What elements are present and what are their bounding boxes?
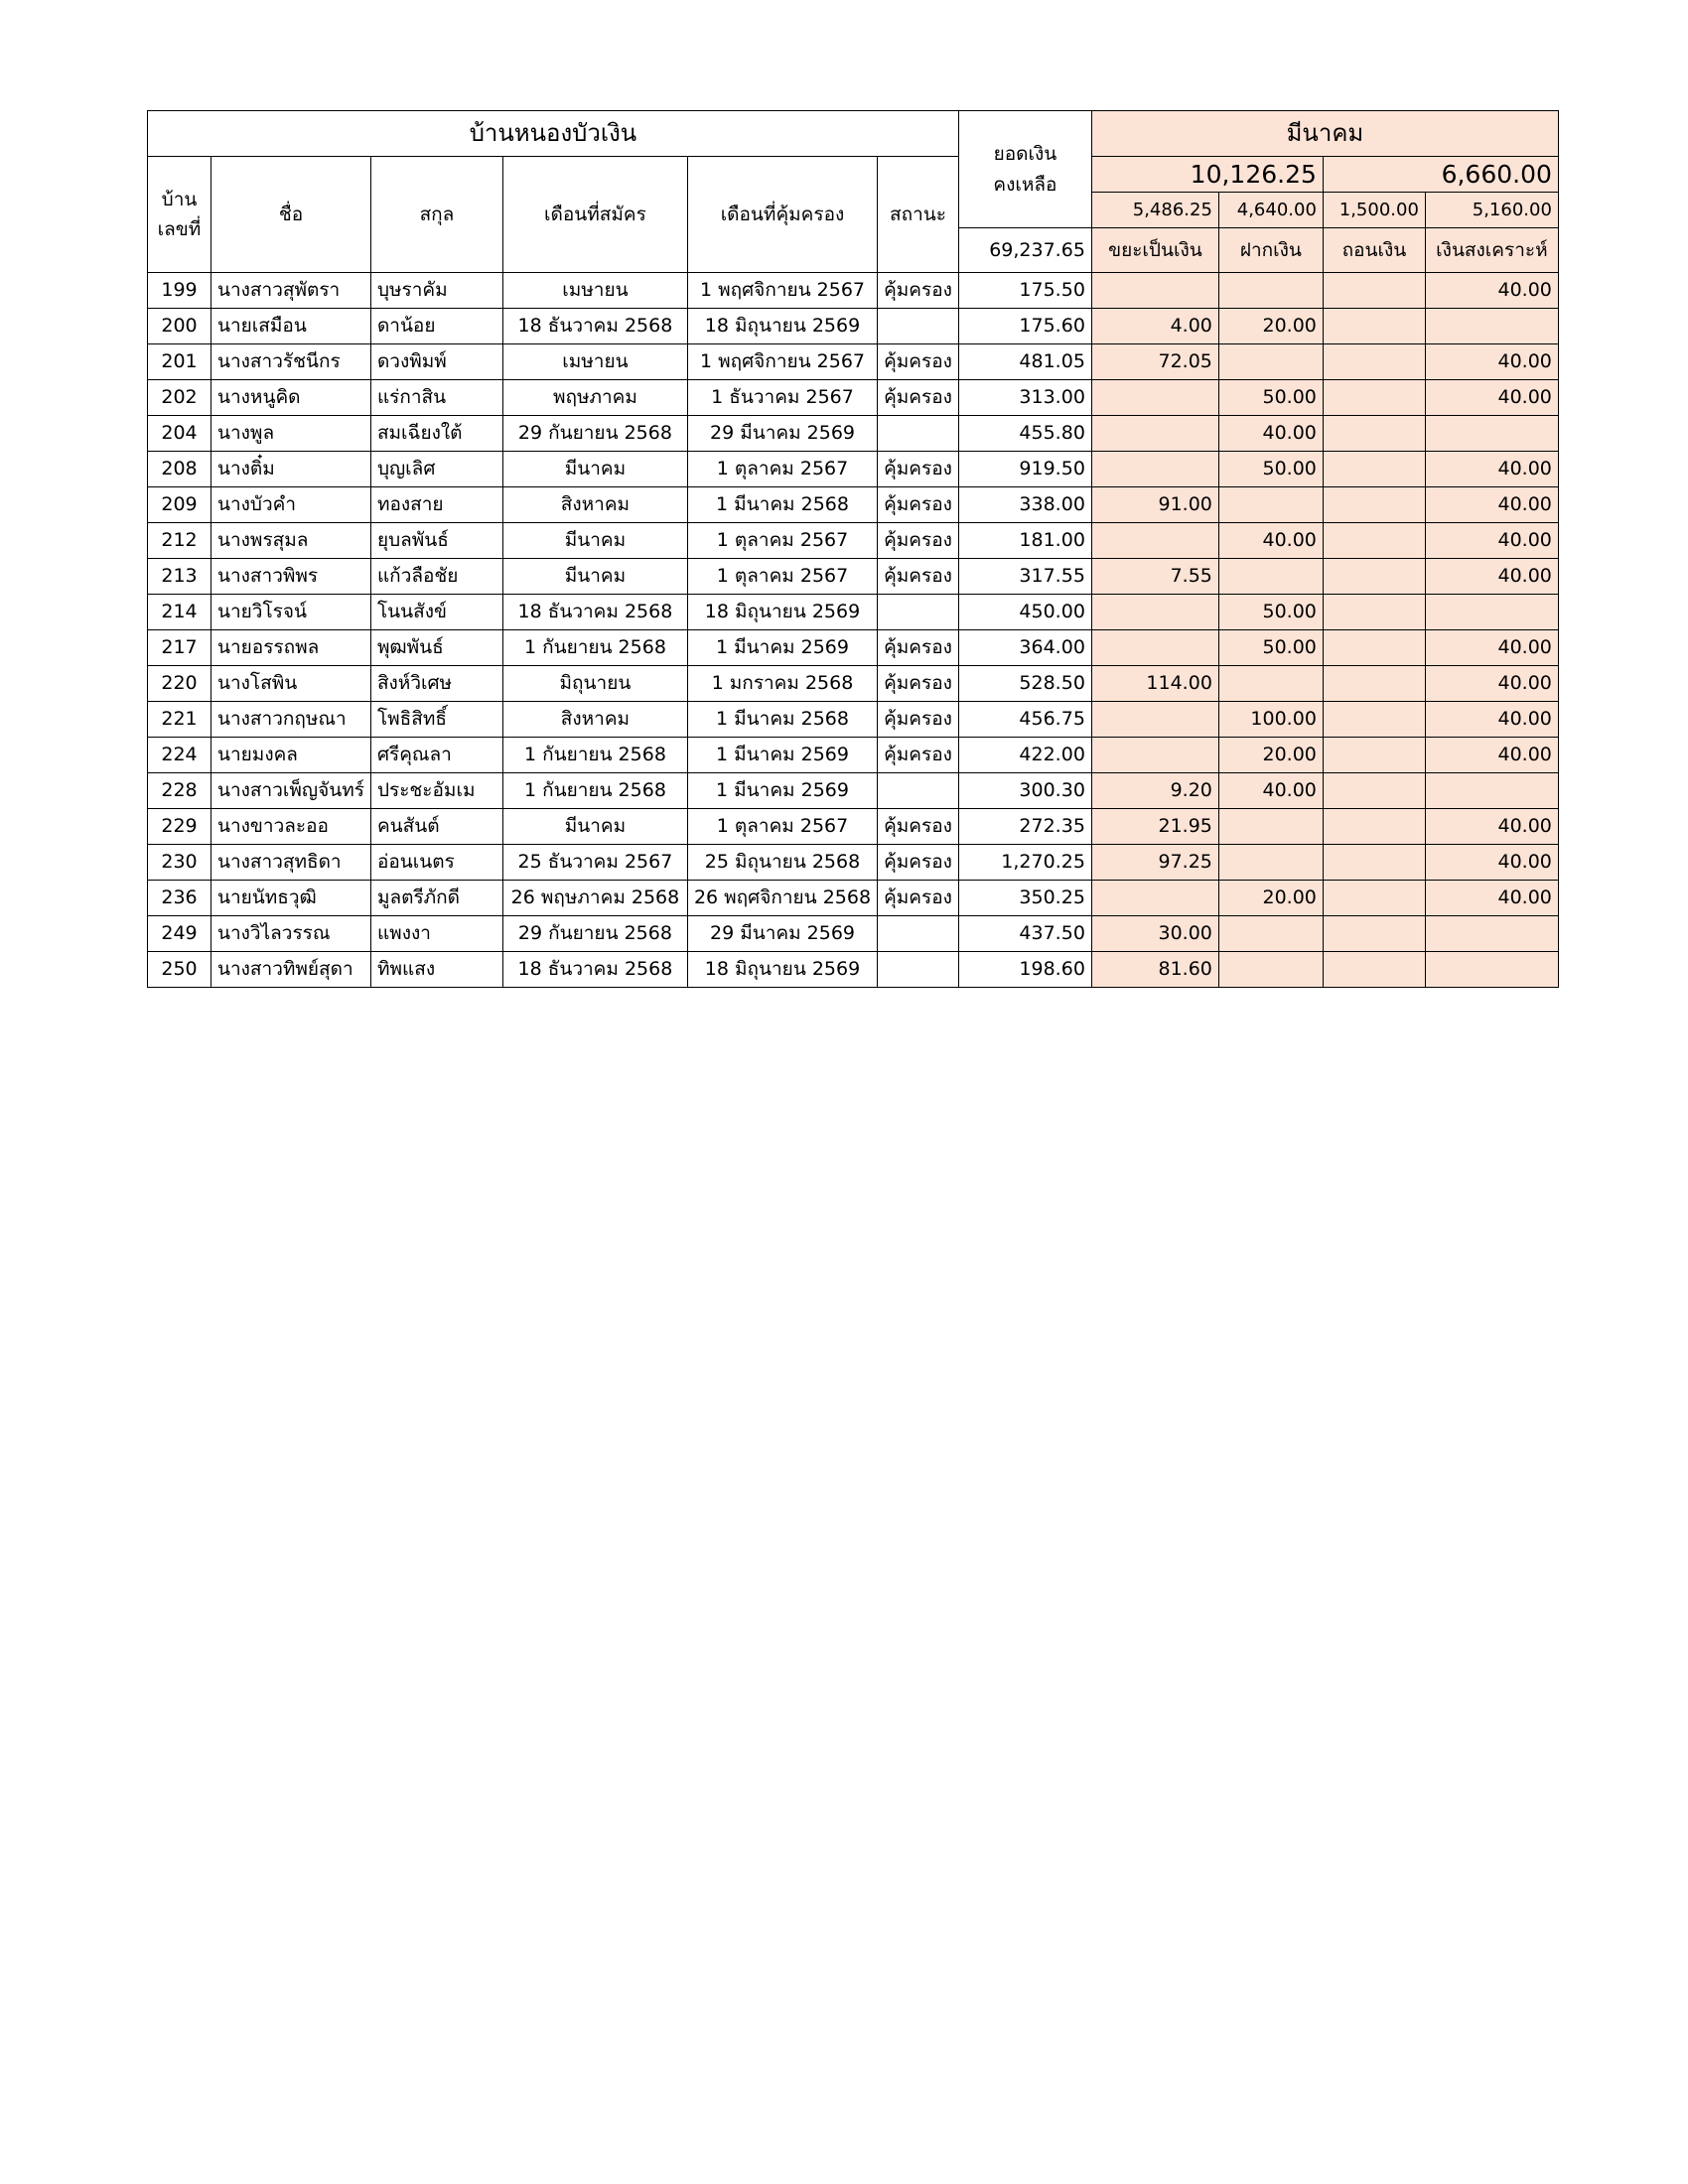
withdraw-cell (1323, 666, 1425, 702)
waste-money-cell (1091, 380, 1218, 416)
withdraw-cell (1323, 845, 1425, 881)
house-no-cell: 213 (148, 559, 211, 595)
surname-cell: พุฒพันธ์ (370, 630, 502, 666)
table-row (148, 630, 1559, 666)
status-cell: คุ้มครอง (878, 809, 959, 845)
welfare-cell: 40.00 (1425, 702, 1558, 738)
table-row (148, 666, 1559, 702)
apply-month-cell: สิงหาคม (502, 702, 687, 738)
house-no-cell: 229 (148, 809, 211, 845)
coverage-month-cell: 1 ตุลาคม 2567 (687, 452, 877, 487)
coverage-month-cell: 1 มีนาคม 2569 (687, 773, 877, 809)
table-row (148, 344, 1559, 380)
name-header: ชื่อ (211, 157, 371, 273)
house-no-cell: 236 (148, 881, 211, 916)
deposit-header: ฝากเงิน (1218, 228, 1323, 273)
house-no-label-2: เลขที่ (157, 218, 202, 240)
deposit-cell (1218, 809, 1323, 845)
col-total-withdraw: 1,500.00 (1323, 193, 1425, 228)
surname-cell: แร่กาสิน (370, 380, 502, 416)
house-no-cell: 200 (148, 309, 211, 344)
withdraw-cell (1323, 773, 1425, 809)
surname-cell: โนนสังข์ (370, 595, 502, 630)
coverage-month-cell: 18 มิถุนายน 2569 (687, 595, 877, 630)
waste-money-cell: 7.55 (1091, 559, 1218, 595)
waste-money-cell (1091, 702, 1218, 738)
withdraw-cell (1323, 595, 1425, 630)
apply-month-cell: 29 กันยายน 2568 (502, 916, 687, 952)
balance-cell: 437.50 (958, 916, 1091, 952)
surname-header: สกุล (370, 157, 502, 273)
waste-money-cell (1091, 273, 1218, 309)
status-cell: คุ้มครอง (878, 487, 959, 523)
village-title: บ้านหนองบัวเงิน (148, 111, 959, 157)
coverage-month-cell: 1 พฤศจิกายน 2567 (687, 344, 877, 380)
status-cell (878, 416, 959, 452)
house-no-cell: 202 (148, 380, 211, 416)
welfare-cell: 40.00 (1425, 809, 1558, 845)
deposit-cell (1218, 559, 1323, 595)
status-cell: คุ้มครอง (878, 559, 959, 595)
name-cell: นางสาวพิพร (211, 559, 371, 595)
deposit-cell (1218, 916, 1323, 952)
table-row (148, 738, 1559, 773)
surname-cell: ดาน้อย (370, 309, 502, 344)
surname-cell: โพธิสิทธิ์ (370, 702, 502, 738)
table-row (148, 523, 1559, 559)
apply-month-cell: 18 ธันวาคม 2568 (502, 952, 687, 988)
house-no-cell: 250 (148, 952, 211, 988)
surname-cell: แก้วลือชัย (370, 559, 502, 595)
withdraw-cell (1323, 738, 1425, 773)
waste-money-header: ขยะเป็นเงิน (1091, 228, 1218, 273)
house-no-cell: 230 (148, 845, 211, 881)
table-row (148, 916, 1559, 952)
table-row (148, 309, 1559, 344)
deposit-cell (1218, 273, 1323, 309)
waste-money-cell: 114.00 (1091, 666, 1218, 702)
balance-cell: 181.00 (958, 523, 1091, 559)
col-total-waste: 5,486.25 (1091, 193, 1218, 228)
status-header: สถานะ (878, 157, 959, 273)
status-cell: คุ้มครอง (878, 273, 959, 309)
savings-ledger-table (147, 110, 1559, 988)
coverage-month-header: เดือนที่คุ้มครอง (687, 157, 877, 273)
balance-cell: 450.00 (958, 595, 1091, 630)
surname-cell: สิงห์วิเศษ (370, 666, 502, 702)
name-cell: นางหนูคิด (211, 380, 371, 416)
status-cell (878, 952, 959, 988)
house-no-header (148, 157, 211, 273)
balance-cell: 300.30 (958, 773, 1091, 809)
surname-cell: ศรีคุณลา (370, 738, 502, 773)
withdraw-cell (1323, 702, 1425, 738)
status-cell (878, 916, 959, 952)
waste-money-cell: 91.00 (1091, 487, 1218, 523)
coverage-month-cell: 18 มิถุนายน 2569 (687, 309, 877, 344)
apply-month-cell: 1 กันยายน 2568 (502, 773, 687, 809)
table-row (148, 845, 1559, 881)
coverage-month-cell: 1 มีนาคม 2569 (687, 738, 877, 773)
withdraw-cell (1323, 559, 1425, 595)
welfare-cell: 40.00 (1425, 559, 1558, 595)
balance-cell: 313.00 (958, 380, 1091, 416)
table-row (148, 702, 1559, 738)
waste-money-cell: 97.25 (1091, 845, 1218, 881)
name-cell: นางพรสุมล (211, 523, 371, 559)
table-row (148, 487, 1559, 523)
status-cell: คุ้มครอง (878, 845, 959, 881)
month-header: มีนาคม (1091, 111, 1558, 157)
name-cell: นายเสมือน (211, 309, 371, 344)
table-row (148, 380, 1559, 416)
coverage-month-cell: 1 มีนาคม 2568 (687, 702, 877, 738)
balance-label-2: คงเหลือ (993, 173, 1057, 196)
status-cell (878, 773, 959, 809)
deposit-cell: 50.00 (1218, 380, 1323, 416)
surname-cell: บุษราคัม (370, 273, 502, 309)
waste-money-cell: 72.05 (1091, 344, 1218, 380)
welfare-cell: 40.00 (1425, 881, 1558, 916)
house-no-cell: 249 (148, 916, 211, 952)
balance-cell: 456.75 (958, 702, 1091, 738)
house-no-cell: 224 (148, 738, 211, 773)
apply-month-cell: 18 ธันวาคม 2568 (502, 309, 687, 344)
deposit-cell: 50.00 (1218, 452, 1323, 487)
deposit-cell: 20.00 (1218, 309, 1323, 344)
coverage-month-cell: 25 มิถุนายน 2568 (687, 845, 877, 881)
balance-total: 69,237.65 (958, 228, 1091, 273)
apply-month-cell: 29 กันยายน 2568 (502, 416, 687, 452)
withdraw-header: ถอนเงิน (1323, 228, 1425, 273)
table-row (148, 773, 1559, 809)
balance-cell: 338.00 (958, 487, 1091, 523)
house-no-cell: 209 (148, 487, 211, 523)
waste-money-cell (1091, 523, 1218, 559)
name-cell: นางสาวรัชนีกร (211, 344, 371, 380)
surname-cell: ดวงพิมพ์ (370, 344, 502, 380)
col-total-deposit: 4,640.00 (1218, 193, 1323, 228)
table-row (148, 881, 1559, 916)
apply-month-cell: มีนาคม (502, 809, 687, 845)
apply-month-cell: สิงหาคม (502, 487, 687, 523)
waste-money-cell (1091, 452, 1218, 487)
name-cell: นางพูล (211, 416, 371, 452)
surname-cell: แพงงา (370, 916, 502, 952)
welfare-cell: 40.00 (1425, 845, 1558, 881)
deposit-cell: 40.00 (1218, 523, 1323, 559)
surname-cell: อ่อนเนตร (370, 845, 502, 881)
coverage-month-cell: 1 มีนาคม 2569 (687, 630, 877, 666)
house-no-cell: 228 (148, 773, 211, 809)
coverage-month-cell: 18 มิถุนายน 2569 (687, 952, 877, 988)
apply-month-cell: 26 พฤษภาคม 2568 (502, 881, 687, 916)
withdraw-cell (1323, 952, 1425, 988)
name-cell: นางบัวคำ (211, 487, 371, 523)
house-no-cell: 220 (148, 666, 211, 702)
apply-month-cell: พฤษภาคม (502, 380, 687, 416)
withdraw-cell (1323, 523, 1425, 559)
waste-money-cell: 30.00 (1091, 916, 1218, 952)
apply-month-cell: 1 กันยายน 2568 (502, 738, 687, 773)
balance-cell: 422.00 (958, 738, 1091, 773)
group-total-1: 10,126.25 (1091, 157, 1323, 193)
deposit-cell: 40.00 (1218, 416, 1323, 452)
withdraw-cell (1323, 881, 1425, 916)
deposit-cell (1218, 344, 1323, 380)
waste-money-cell: 4.00 (1091, 309, 1218, 344)
waste-money-cell (1091, 881, 1218, 916)
waste-money-cell (1091, 595, 1218, 630)
deposit-cell (1218, 952, 1323, 988)
surname-cell: บุญเลิศ (370, 452, 502, 487)
apply-month-cell: เมษายน (502, 344, 687, 380)
apply-month-cell: 25 ธันวาคม 2567 (502, 845, 687, 881)
surname-cell: ทองสาย (370, 487, 502, 523)
coverage-month-cell: 1 ตุลาคม 2567 (687, 523, 877, 559)
table-row (148, 595, 1559, 630)
coverage-month-cell: 1 ตุลาคม 2567 (687, 559, 877, 595)
name-cell: นายวิโรจน์ (211, 595, 371, 630)
status-cell: คุ้มครอง (878, 344, 959, 380)
surname-cell: คนสันต์ (370, 809, 502, 845)
balance-cell: 364.00 (958, 630, 1091, 666)
apply-month-cell: มีนาคม (502, 452, 687, 487)
balance-header (958, 111, 1091, 228)
coverage-month-cell: 1 มีนาคม 2568 (687, 487, 877, 523)
coverage-month-cell: 1 ตุลาคม 2567 (687, 809, 877, 845)
withdraw-cell (1323, 809, 1425, 845)
withdraw-cell (1323, 452, 1425, 487)
balance-cell: 317.55 (958, 559, 1091, 595)
name-cell: นางสาวสุทธิดา (211, 845, 371, 881)
balance-cell: 455.80 (958, 416, 1091, 452)
name-cell: นางโสพิน (211, 666, 371, 702)
name-cell: นางสาวเพ็ญจันทร์ (211, 773, 371, 809)
status-cell: คุ้มครอง (878, 666, 959, 702)
apply-month-cell: 18 ธันวาคม 2568 (502, 595, 687, 630)
status-cell (878, 309, 959, 344)
house-no-cell: 214 (148, 595, 211, 630)
apply-month-cell: 1 กันยายน 2568 (502, 630, 687, 666)
balance-cell: 272.35 (958, 809, 1091, 845)
apply-month-header: เดือนที่สมัคร (502, 157, 687, 273)
name-cell: นายมงคล (211, 738, 371, 773)
welfare-cell (1425, 595, 1558, 630)
balance-cell: 175.60 (958, 309, 1091, 344)
welfare-cell: 40.00 (1425, 487, 1558, 523)
coverage-month-cell: 29 มีนาคม 2569 (687, 416, 877, 452)
status-cell: คุ้มครอง (878, 452, 959, 487)
waste-money-cell: 21.95 (1091, 809, 1218, 845)
apply-month-cell: มีนาคม (502, 559, 687, 595)
status-cell: คุ้มครอง (878, 702, 959, 738)
withdraw-cell (1323, 344, 1425, 380)
welfare-cell (1425, 773, 1558, 809)
withdraw-cell (1323, 630, 1425, 666)
surname-cell: ยุบลพันธ์ (370, 523, 502, 559)
balance-cell: 528.50 (958, 666, 1091, 702)
welfare-cell: 40.00 (1425, 452, 1558, 487)
col-total-welfare: 5,160.00 (1425, 193, 1558, 228)
balance-cell: 175.50 (958, 273, 1091, 309)
deposit-cell: 100.00 (1218, 702, 1323, 738)
welfare-cell: 40.00 (1425, 380, 1558, 416)
deposit-cell (1218, 666, 1323, 702)
coverage-month-cell: 29 มีนาคม 2569 (687, 916, 877, 952)
table-row (148, 273, 1559, 309)
surname-cell: ทิพแสง (370, 952, 502, 988)
name-cell: นางขาวละออ (211, 809, 371, 845)
withdraw-cell (1323, 273, 1425, 309)
deposit-cell: 20.00 (1218, 881, 1323, 916)
name-cell: นางวิไลวรรณ (211, 916, 371, 952)
status-cell: คุ้มครอง (878, 523, 959, 559)
apply-month-cell: มีนาคม (502, 523, 687, 559)
table-row (148, 952, 1559, 988)
withdraw-cell (1323, 916, 1425, 952)
name-cell: นางสาวสุพัตรา (211, 273, 371, 309)
balance-cell: 1,270.25 (958, 845, 1091, 881)
house-no-cell: 217 (148, 630, 211, 666)
house-no-cell: 212 (148, 523, 211, 559)
balance-cell: 350.25 (958, 881, 1091, 916)
deposit-cell: 20.00 (1218, 738, 1323, 773)
house-no-cell: 201 (148, 344, 211, 380)
welfare-cell: 40.00 (1425, 630, 1558, 666)
welfare-cell: 40.00 (1425, 738, 1558, 773)
withdraw-cell (1323, 487, 1425, 523)
status-cell (878, 595, 959, 630)
deposit-cell: 40.00 (1218, 773, 1323, 809)
deposit-cell: 50.00 (1218, 595, 1323, 630)
welfare-cell (1425, 416, 1558, 452)
waste-money-cell: 81.60 (1091, 952, 1218, 988)
deposit-cell (1218, 845, 1323, 881)
deposit-cell: 50.00 (1218, 630, 1323, 666)
table-row (148, 452, 1559, 487)
welfare-cell (1425, 309, 1558, 344)
table-row (148, 809, 1559, 845)
name-cell: นายอรรถพล (211, 630, 371, 666)
welfare-cell: 40.00 (1425, 273, 1558, 309)
withdraw-cell (1323, 309, 1425, 344)
table-row (148, 416, 1559, 452)
balance-label-1: ยอดเงิน (993, 143, 1057, 166)
group-total-2: 6,660.00 (1323, 157, 1558, 193)
status-cell: คุ้มครอง (878, 881, 959, 916)
welfare-cell: 40.00 (1425, 523, 1558, 559)
table-row (148, 559, 1559, 595)
withdraw-cell (1323, 416, 1425, 452)
house-no-cell: 204 (148, 416, 211, 452)
name-cell: นางสาวทิพย์สุดา (211, 952, 371, 988)
status-cell: คุ้มครอง (878, 380, 959, 416)
apply-month-cell: มิถุนายน (502, 666, 687, 702)
waste-money-cell: 9.20 (1091, 773, 1218, 809)
welfare-cell: 40.00 (1425, 344, 1558, 380)
balance-cell: 198.60 (958, 952, 1091, 988)
welfare-cell: 40.00 (1425, 666, 1558, 702)
welfare-cell (1425, 952, 1558, 988)
balance-cell: 481.05 (958, 344, 1091, 380)
status-cell: คุ้มครอง (878, 738, 959, 773)
house-no-label-1: บ้าน (161, 188, 198, 210)
name-cell: นางสาวกฤษณา (211, 702, 371, 738)
waste-money-cell (1091, 738, 1218, 773)
surname-cell: มูลตรีภักดี (370, 881, 502, 916)
coverage-month-cell: 26 พฤศจิกายน 2568 (687, 881, 877, 916)
coverage-month-cell: 1 มกราคม 2568 (687, 666, 877, 702)
house-no-cell: 208 (148, 452, 211, 487)
waste-money-cell (1091, 416, 1218, 452)
welfare-cell (1425, 916, 1558, 952)
withdraw-cell (1323, 380, 1425, 416)
surname-cell: ประชะอัมเม (370, 773, 502, 809)
welfare-header: เงินสงเคราะห์ (1425, 228, 1558, 273)
coverage-month-cell: 1 ธันวาคม 2567 (687, 380, 877, 416)
deposit-cell (1218, 487, 1323, 523)
house-no-cell: 221 (148, 702, 211, 738)
name-cell: นางติ๋ม (211, 452, 371, 487)
waste-money-cell (1091, 630, 1218, 666)
apply-month-cell: เมษายน (502, 273, 687, 309)
coverage-month-cell: 1 พฤศจิกายน 2567 (687, 273, 877, 309)
house-no-cell: 199 (148, 273, 211, 309)
surname-cell: สมเฉียงใต้ (370, 416, 502, 452)
name-cell: นายนัทธวุฒิ (211, 881, 371, 916)
balance-cell: 919.50 (958, 452, 1091, 487)
status-cell: คุ้มครอง (878, 630, 959, 666)
